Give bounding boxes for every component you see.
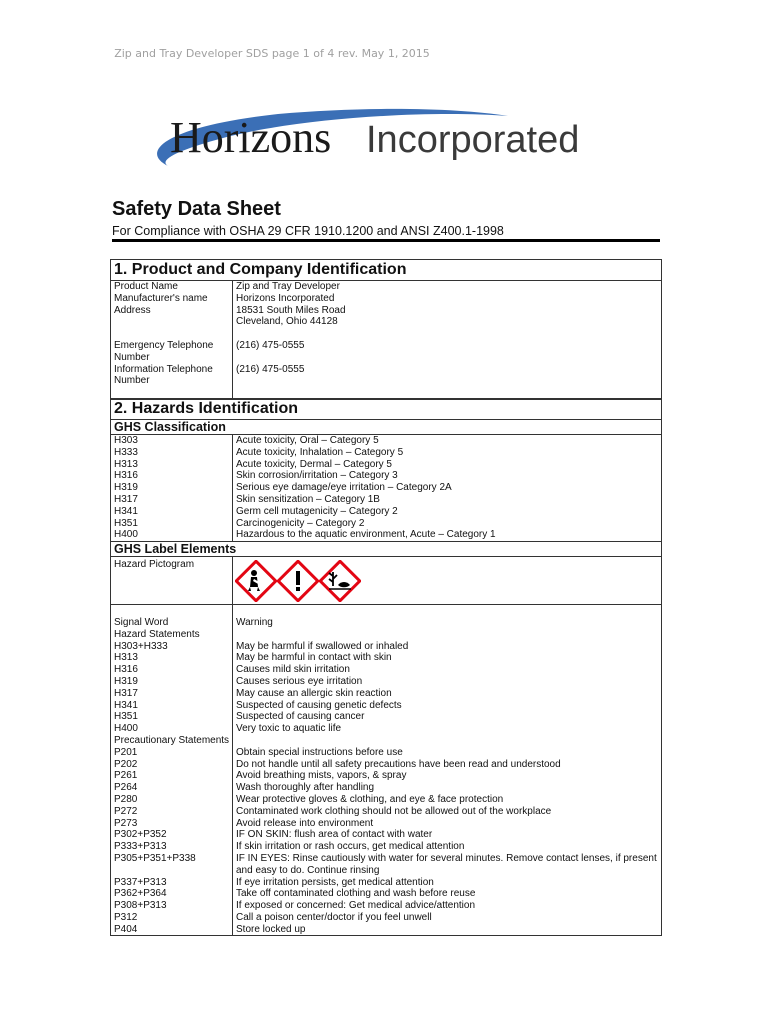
row-label: H303+H333 (114, 640, 168, 652)
row-label: H303 (114, 435, 138, 446)
row-value: Warning (232, 617, 661, 629)
table-row (111, 794, 661, 806)
table-row (111, 735, 661, 747)
row-label: P302+P352 (114, 829, 167, 841)
row-label: H313 (114, 652, 138, 664)
row-value: IF ON SKIN: flush area of contact with water (232, 829, 661, 841)
row-label (111, 316, 232, 328)
table-row (111, 818, 661, 830)
row-value: Obtain special instructions before use (232, 747, 661, 759)
row-label: H341 (114, 505, 138, 517)
table-row (111, 375, 661, 387)
row-value: Do not handle until all safety precautions have been read and understood (232, 759, 661, 771)
row-value: Carcinogenicity – Category 2 (232, 518, 661, 530)
row-value: May cause an allergic skin reaction (232, 688, 661, 700)
section-hazards-identification (110, 398, 662, 936)
row-label: P280 (114, 793, 138, 805)
table-row (111, 877, 661, 889)
row-value: Serious eye damage/eye irritation – Category 2A (232, 482, 661, 494)
table-row (111, 806, 661, 818)
table-row (111, 747, 661, 759)
row-value: Avoid release into environment (232, 818, 661, 830)
row-label: P333+P313 (114, 841, 167, 853)
table-row (111, 723, 661, 735)
row-value: Wash thoroughly after handling (232, 782, 661, 794)
table-row (111, 316, 661, 328)
table-row (111, 900, 661, 912)
row-value: and easy to do. Continue rinsing (232, 865, 661, 877)
row-value: Contaminated work clothing should not be allowed out of the workplace (232, 806, 661, 818)
row-value (232, 328, 661, 340)
row-value (232, 735, 661, 747)
table-row (111, 664, 661, 676)
row-label: Product Name (114, 281, 178, 292)
health-hazard-icon (235, 560, 277, 602)
table-row (111, 865, 661, 877)
row-label: H316 (114, 470, 138, 482)
row-label: P201 (114, 746, 138, 758)
table-row (111, 494, 661, 506)
table-row (111, 641, 661, 653)
table-row (111, 293, 661, 305)
row-value: Hazardous to the aquatic environment, Acute – Category 1 (232, 529, 661, 541)
row-value (232, 352, 661, 364)
table-row (111, 617, 661, 629)
row-value: Causes serious eye irritation (232, 676, 661, 688)
document-title: Safety Data Sheet (112, 198, 281, 220)
section-heading: 1. Product and Company Identification (111, 260, 661, 281)
row-value (232, 629, 661, 641)
table-row (111, 688, 661, 700)
row-label: Number (114, 351, 150, 363)
ghs-classification-heading: GHS Classification (111, 420, 661, 435)
table-row (111, 364, 661, 376)
row-value: Store locked up (232, 924, 661, 936)
hazard-pictogram-label: Hazard Pictogram (114, 559, 195, 571)
table-row (111, 841, 661, 853)
row-label: H313 (114, 458, 138, 470)
table-row (111, 459, 661, 471)
row-value: Zip and Tray Developer (232, 281, 661, 293)
row-value: May be harmful if swallowed or inhaled (232, 641, 661, 653)
table-row (111, 912, 661, 924)
row-label: H319 (114, 675, 138, 687)
row-value: Suspected of causing cancer (232, 711, 661, 723)
row-value: Horizons Incorporated (232, 293, 661, 305)
row-label: Number (114, 375, 150, 387)
title-divider (112, 239, 660, 242)
row-value: If skin irritation or rash occurs, get medical attention (232, 841, 661, 853)
row-label: P337+P313 (114, 876, 167, 888)
table-row (111, 676, 661, 688)
row-label: H351 (114, 711, 138, 723)
row-value: Germ cell mutagenicity – Category 2 (232, 506, 661, 518)
row-value (232, 375, 661, 387)
row-value (232, 605, 661, 617)
row-value: If exposed or concerned: Get medical advice/attention (232, 900, 661, 912)
table-row (111, 340, 661, 352)
row-label: H351 (114, 517, 138, 529)
row-label: H400 (114, 723, 138, 735)
table-row (111, 759, 661, 771)
row-label: P312 (114, 911, 138, 923)
row-value: Acute toxicity, Inhalation – Category 5 (232, 447, 661, 459)
row-label (111, 328, 232, 340)
table-row (111, 629, 661, 641)
row-label: H333 (114, 446, 138, 458)
table-row (111, 924, 661, 936)
table-row (111, 829, 661, 841)
identification-table (111, 281, 661, 399)
row-value: Very toxic to aquatic life (232, 723, 661, 735)
ghs-label-elements-heading: GHS Label Elements (111, 542, 661, 557)
row-label: H319 (114, 482, 138, 494)
pictogram-group (232, 557, 661, 604)
row-label: Manufacturer's name (114, 292, 208, 304)
section-product-identification (110, 259, 662, 400)
row-label: H317 (114, 687, 138, 699)
table-row (111, 770, 661, 782)
row-value: IF IN EYES: Rinse cautiously with water for several minutes. Remove contact lenses, if present (232, 853, 661, 865)
row-label: P272 (114, 805, 138, 817)
row-value: Suspected of causing genetic defects (232, 700, 661, 712)
row-label: P308+P313 (114, 900, 167, 912)
row-label: P404 (114, 923, 138, 935)
table-row (111, 482, 661, 494)
table-row (111, 711, 661, 723)
horizons-logo (128, 96, 608, 186)
row-value: Acute toxicity, Oral – Category 5 (232, 435, 661, 447)
table-row (111, 652, 661, 664)
exclamation-mark-icon (277, 560, 319, 602)
row-label: H400 (114, 529, 138, 541)
hazard-pictogram-row (111, 557, 661, 605)
row-label: Emergency Telephone (114, 339, 214, 351)
row-value: Skin corrosion/irritation – Category 3 (232, 470, 661, 482)
table-row (111, 447, 661, 459)
row-value: (216) 475-0555 (232, 340, 661, 352)
row-label: H316 (114, 664, 138, 676)
row-label: Address (114, 304, 151, 316)
row-label: P362+P364 (114, 888, 167, 900)
row-value: (216) 475-0555 (232, 364, 661, 376)
table-row (111, 470, 661, 482)
row-label (111, 865, 232, 877)
row-label: H317 (114, 493, 138, 505)
row-label: Precautionary Statements (114, 734, 230, 746)
environment-icon (319, 560, 361, 602)
row-label: Information Telephone (114, 363, 213, 375)
row-label: Signal Word (114, 616, 169, 628)
row-label: P305+P351+P338 (114, 852, 196, 864)
table-row (111, 529, 661, 541)
row-value: Call a poison center/doctor if you feel unwell (232, 912, 661, 924)
row-label: P273 (114, 817, 138, 829)
row-value: If eye irritation persists, get medical attention (232, 877, 661, 889)
section-heading: 2. Hazards Identification (111, 399, 661, 420)
running-header: Zip and Tray Developer SDS page 1 of 4 rev. May 1, 2015 (114, 47, 430, 60)
row-value: Avoid breathing mists, vapors, & spray (232, 770, 661, 782)
row-value: 18531 South Miles Road (232, 305, 661, 317)
table-row (111, 328, 661, 340)
row-value: Cleveland, Ohio 44128 (232, 316, 661, 328)
row-value: Acute toxicity, Dermal – Category 5 (232, 459, 661, 471)
table-row (111, 853, 661, 865)
row-value: Skin sensitization – Category 1B (232, 494, 661, 506)
row-label: P202 (114, 758, 138, 770)
table-row (111, 506, 661, 518)
row-label: H341 (114, 699, 138, 711)
table-row (111, 605, 661, 617)
table-row (111, 352, 661, 364)
table-row (111, 888, 661, 900)
row-label: Hazard Statements (114, 628, 200, 640)
row-label (111, 605, 232, 617)
table-row (111, 435, 661, 447)
table-row (111, 281, 661, 293)
svg-text:Incorporated: Incorporated (366, 119, 580, 161)
row-value: Causes mild skin irritation (232, 664, 661, 676)
table-row (111, 700, 661, 712)
table-row (111, 518, 661, 530)
ghs-classification-table (111, 435, 661, 542)
table-row (111, 305, 661, 317)
label-elements-table (111, 605, 661, 935)
row-value: May be harmful in contact with skin (232, 652, 661, 664)
row-value: Take off contaminated clothing and wash before reuse (232, 888, 661, 900)
svg-text:Horizons: Horizons (170, 113, 332, 162)
row-value: Wear protective gloves & clothing, and eye & face protection (232, 794, 661, 806)
table-row (111, 782, 661, 794)
document-subtitle: For Compliance with OSHA 29 CFR 1910.1200 and ANSI Z400.1-1998 (112, 224, 504, 238)
row-label: P264 (114, 782, 138, 794)
row-label: P261 (114, 770, 138, 782)
